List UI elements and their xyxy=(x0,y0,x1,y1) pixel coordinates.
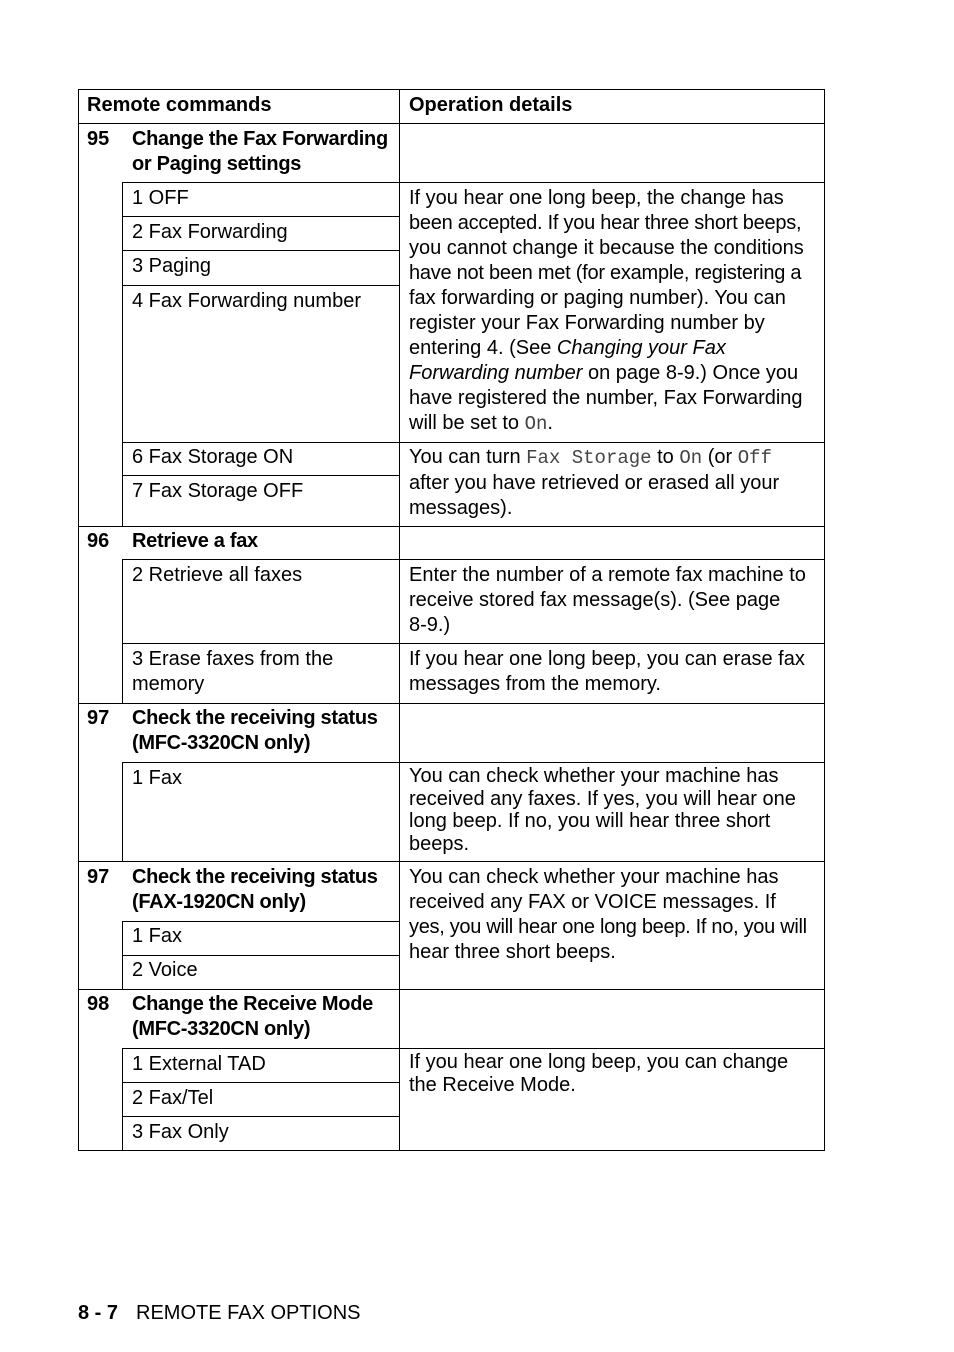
details-line: If you hear one long beep, you can erase fax xyxy=(409,648,805,670)
chapter-title: REMOTE FAX OPTIONS xyxy=(136,1302,361,1324)
details-line: fax forwarding or paging number). You can xyxy=(409,287,786,309)
table-border-right xyxy=(824,89,825,1151)
display-setting-name: Fax Storage xyxy=(526,447,652,469)
details-line xyxy=(409,445,779,471)
details-line: been accepted. If you hear three short beeps, xyxy=(409,212,802,234)
command-title xyxy=(132,706,378,756)
command-title xyxy=(132,865,378,915)
command-number: 98 xyxy=(87,993,110,1015)
command-title-line: (MFC-3320CN only) xyxy=(132,732,311,754)
command-title xyxy=(132,127,388,177)
details-line: If you hear one long beep, the change has xyxy=(409,187,784,209)
details-line: you cannot change it because the conditions xyxy=(409,237,804,259)
command-title-line: Check the receiving status xyxy=(132,866,378,888)
details-text: (or xyxy=(702,446,738,468)
operation-details xyxy=(409,865,807,965)
row-divider xyxy=(122,1082,400,1083)
details-line: beeps. xyxy=(409,833,470,856)
operation-details xyxy=(409,445,779,521)
table-border-top xyxy=(78,89,825,90)
details-line: messages). xyxy=(409,497,513,519)
row-divider xyxy=(122,559,825,560)
command-option: 3 Fax Only xyxy=(132,1121,229,1143)
details-line: Enter the number of a remote fax machine to xyxy=(409,564,806,586)
row-divider xyxy=(122,921,400,922)
column-divider xyxy=(122,559,123,703)
details-line: have not been met (for example, registering a xyxy=(409,262,802,284)
row-divider xyxy=(122,216,400,217)
command-number: 95 xyxy=(87,128,110,150)
display-setting-value: On xyxy=(679,447,703,469)
operation-details xyxy=(409,563,806,638)
column-divider xyxy=(122,1048,123,1150)
command-title-line: (FAX-1920CN only) xyxy=(132,891,306,913)
column-divider xyxy=(122,762,123,861)
row-divider xyxy=(78,989,825,990)
command-option: 2 Fax/Tel xyxy=(132,1087,214,1109)
column-divider xyxy=(122,921,123,989)
command-option: 2 Fax Forwarding xyxy=(132,221,288,243)
command-option: 1 OFF xyxy=(132,187,189,209)
row-divider xyxy=(78,861,825,862)
command-title-line: or Paging settings xyxy=(132,153,302,175)
command-number: 97 xyxy=(87,866,110,888)
command-number: 97 xyxy=(87,707,110,729)
details-line xyxy=(409,336,804,361)
details-text: You can turn xyxy=(409,446,527,468)
page-number: 8 - 7 xyxy=(78,1302,119,1324)
command-title xyxy=(132,992,373,1042)
details-text: entering 4. (See xyxy=(409,337,557,359)
command-option: 2 Retrieve all faxes xyxy=(132,564,303,586)
command-option: 1 Fax xyxy=(132,925,183,947)
details-line: long beep. If no, you will hear three short xyxy=(409,810,771,833)
row-divider xyxy=(122,762,825,763)
details-line: You can check whether your machine has xyxy=(409,866,779,888)
command-title-line: Change the Receive Mode xyxy=(132,993,373,1015)
command-option: 3 Paging xyxy=(132,255,211,277)
command-option: 1 External TAD xyxy=(132,1053,266,1075)
details-line: register your Fax Forwarding number by xyxy=(409,312,765,334)
command-title-line: Check the receiving status xyxy=(132,707,378,729)
command-title-line: Retrieve a fax xyxy=(132,530,258,552)
command-title-line: (MFC-3320CN only) xyxy=(132,1018,311,1040)
details-line: have registered the number, Fax Forwarding xyxy=(409,387,803,409)
command-number: 96 xyxy=(87,530,110,552)
command-option: 2 Voice xyxy=(132,959,198,981)
details-line: You can check whether your machine has xyxy=(409,765,779,787)
details-line: after you have retrieved or erased all your xyxy=(409,472,780,494)
table-border-bottom xyxy=(78,1150,825,1151)
row-divider xyxy=(122,1116,400,1117)
details-text: to xyxy=(651,446,680,468)
details-line xyxy=(409,361,804,386)
row-divider xyxy=(122,955,400,956)
row-divider xyxy=(122,442,825,443)
details-line xyxy=(409,411,804,437)
operation-details xyxy=(409,1051,788,1097)
details-line: the Receive Mode. xyxy=(409,1074,576,1096)
column-divider xyxy=(399,89,400,1151)
column-divider xyxy=(122,182,123,526)
details-line: received any FAX or VOICE messages. If xyxy=(409,891,776,913)
row-divider xyxy=(78,526,825,527)
row-divider xyxy=(122,285,400,286)
command-title-line: Change the Fax Forwarding xyxy=(132,128,388,150)
command-option: 3 Erase faxes from the memory xyxy=(132,648,334,695)
row-divider xyxy=(122,250,400,251)
row-divider xyxy=(78,123,825,124)
cross-reference-title: Forwarding number xyxy=(409,362,583,384)
operation-details xyxy=(409,765,796,856)
command-title xyxy=(132,529,258,554)
details-text: . xyxy=(547,412,553,434)
details-text: will be set to xyxy=(409,412,525,434)
table-border-left xyxy=(78,89,79,1151)
details-line: received any faxes. If yes, you will hear one xyxy=(409,787,796,810)
cross-reference-title: Changing your Fax xyxy=(556,337,726,359)
details-line: 8-9.) xyxy=(409,614,451,636)
details-line: messages from the memory. xyxy=(409,673,661,695)
command-option: 7 Fax Storage OFF xyxy=(132,480,304,502)
display-setting-value: Off xyxy=(737,447,772,469)
details-line: If you hear one long beep, you can change xyxy=(409,1051,789,1073)
command-option: 4 Fax Forwarding number xyxy=(132,290,361,312)
row-divider xyxy=(122,182,825,183)
display-setting-value: On xyxy=(524,413,548,435)
row-divider xyxy=(122,1048,825,1049)
column-header-operation-details: Operation details xyxy=(409,94,573,116)
details-text: on page 8-9.) Once you xyxy=(582,362,799,384)
command-option: 6 Fax Storage ON xyxy=(132,446,294,468)
operation-details xyxy=(409,186,804,437)
details-line: hear three short beeps. xyxy=(409,941,616,963)
details-line: yes, you will hear one long beep. If no, you will xyxy=(409,916,807,938)
column-header-remote-commands: Remote commands xyxy=(87,94,272,116)
command-option: 1 Fax xyxy=(132,767,183,789)
row-divider xyxy=(78,703,825,704)
details-line: receive stored fax message(s). (See page xyxy=(409,589,781,611)
row-divider xyxy=(122,643,825,644)
row-divider xyxy=(122,475,400,476)
operation-details xyxy=(409,647,805,697)
